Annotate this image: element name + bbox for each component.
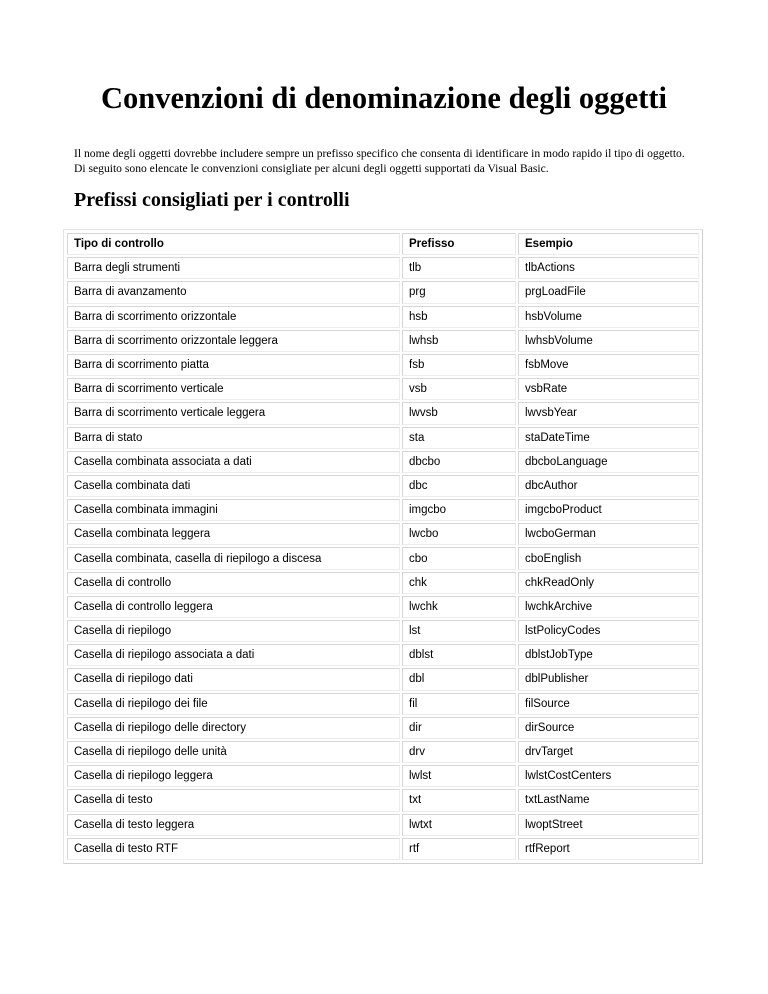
cell-example: tlbActions [518,257,699,279]
cell-example: staDateTime [518,427,699,449]
cell-control-type: Barra degli strumenti [67,257,400,279]
cell-prefix: fil [402,693,516,715]
cell-example: lwlstCostCenters [518,765,699,787]
cell-control-type: Casella combinata dati [67,475,400,497]
cell-control-type: Barra di scorrimento orizzontale [67,306,400,328]
table-row [67,547,699,569]
table-row [67,354,699,376]
table-row [67,451,699,473]
cell-control-type: Barra di scorrimento verticale leggera [67,402,400,424]
cell-prefix: rtf [402,838,516,860]
table-row [67,596,699,618]
table-row [67,402,699,424]
cell-control-type: Casella di controllo leggera [67,596,400,618]
cell-example: prgLoadFile [518,281,699,303]
table-row [67,306,699,328]
table-row [67,499,699,521]
cell-example: txtLastName [518,789,699,811]
table-row [67,668,699,690]
cell-control-type: Casella combinata immagini [67,499,400,521]
cell-prefix: lwtxt [402,814,516,836]
cell-prefix: dbcbo [402,451,516,473]
cell-example: lwhsbVolume [518,330,699,352]
cell-prefix: vsb [402,378,516,400]
table-row [67,620,699,642]
cell-example: lwoptStreet [518,814,699,836]
cell-prefix: fsb [402,354,516,376]
cell-prefix: chk [402,572,516,594]
cell-prefix: dblst [402,644,516,666]
cell-control-type: Casella di testo RTF [67,838,400,860]
cell-example: drvTarget [518,741,699,763]
cell-example: dblstJobType [518,644,699,666]
cell-example: vsbRate [518,378,699,400]
cell-example: lwchkArchive [518,596,699,618]
cell-example: dirSource [518,717,699,739]
cell-control-type: Casella di testo leggera [67,814,400,836]
cell-control-type: Casella combinata associata a dati [67,451,400,473]
table-row [67,427,699,449]
table-body [67,257,699,860]
cell-prefix: txt [402,789,516,811]
header-prefix: Prefisso [402,233,516,255]
cell-prefix: dir [402,717,516,739]
intro-paragraph: Il nome degli oggetti dovrebbe includere sempre un prefisso specifico che consenta di identificare in modo rapido il tipo di oggetto. Di seguito sono elencate le convenzioni consigliate per alcuni degli oggetti supportati da Visual Basic. [74,147,685,175]
cell-control-type: Casella di riepilogo delle unità [67,741,400,763]
cell-prefix: hsb [402,306,516,328]
cell-example: imgcboProduct [518,499,699,521]
table-row [67,741,699,763]
cell-control-type: Barra di stato [67,427,400,449]
cell-prefix: prg [402,281,516,303]
cell-control-type: Casella di controllo [67,572,400,594]
cell-prefix: dbl [402,668,516,690]
table-row [67,330,699,352]
cell-prefix: lwhsb [402,330,516,352]
cell-control-type: Casella di riepilogo dati [67,668,400,690]
cell-example: dbcboLanguage [518,451,699,473]
cell-prefix: lwvsb [402,402,516,424]
table-header-row [67,233,699,255]
cell-example: chkReadOnly [518,572,699,594]
cell-control-type: Casella di riepilogo dei file [67,693,400,715]
table-row [67,281,699,303]
cell-control-type: Casella di riepilogo [67,620,400,642]
table-row [67,765,699,787]
table-row [67,257,699,279]
table-row [67,814,699,836]
cell-prefix: dbc [402,475,516,497]
section-heading: Prefissi consigliati per i controlli [74,189,350,211]
cell-prefix: lst [402,620,516,642]
cell-control-type: Casella di riepilogo associata a dati [67,644,400,666]
cell-control-type: Casella combinata leggera [67,523,400,545]
cell-prefix: drv [402,741,516,763]
cell-prefix: imgcbo [402,499,516,521]
cell-control-type: Casella di riepilogo leggera [67,765,400,787]
cell-control-type: Casella di testo [67,789,400,811]
table-row [67,838,699,860]
cell-example: lwvsbYear [518,402,699,424]
table-row [67,717,699,739]
cell-prefix: lwchk [402,596,516,618]
cell-prefix: lwlst [402,765,516,787]
header-example: Esempio [518,233,699,255]
table-row [67,475,699,497]
cell-example: fsbMove [518,354,699,376]
cell-example: dbcAuthor [518,475,699,497]
cell-prefix: sta [402,427,516,449]
cell-example: lstPolicyCodes [518,620,699,642]
cell-example: cboEnglish [518,547,699,569]
cell-control-type: Casella di riepilogo delle directory [67,717,400,739]
cell-control-type: Barra di scorrimento verticale [67,378,400,400]
prefix-table-container [63,229,703,864]
page-title: Convenzioni di denominazione degli oggetti [101,81,667,115]
cell-prefix: lwcbo [402,523,516,545]
prefix-table [65,231,701,862]
cell-control-type: Barra di scorrimento orizzontale leggera [67,330,400,352]
cell-example: rtfReport [518,838,699,860]
header-control-type: Tipo di controllo [67,233,400,255]
cell-control-type: Casella combinata, casella di riepilogo a discesa [67,547,400,569]
table-row [67,693,699,715]
cell-control-type: Barra di avanzamento [67,281,400,303]
table-row [67,789,699,811]
cell-example: dblPublisher [518,668,699,690]
table-row [67,572,699,594]
table-row [67,644,699,666]
cell-example: lwcboGerman [518,523,699,545]
cell-example: filSource [518,693,699,715]
table-row [67,523,699,545]
cell-example: hsbVolume [518,306,699,328]
cell-prefix: cbo [402,547,516,569]
table-row [67,378,699,400]
cell-control-type: Barra di scorrimento piatta [67,354,400,376]
cell-prefix: tlb [402,257,516,279]
